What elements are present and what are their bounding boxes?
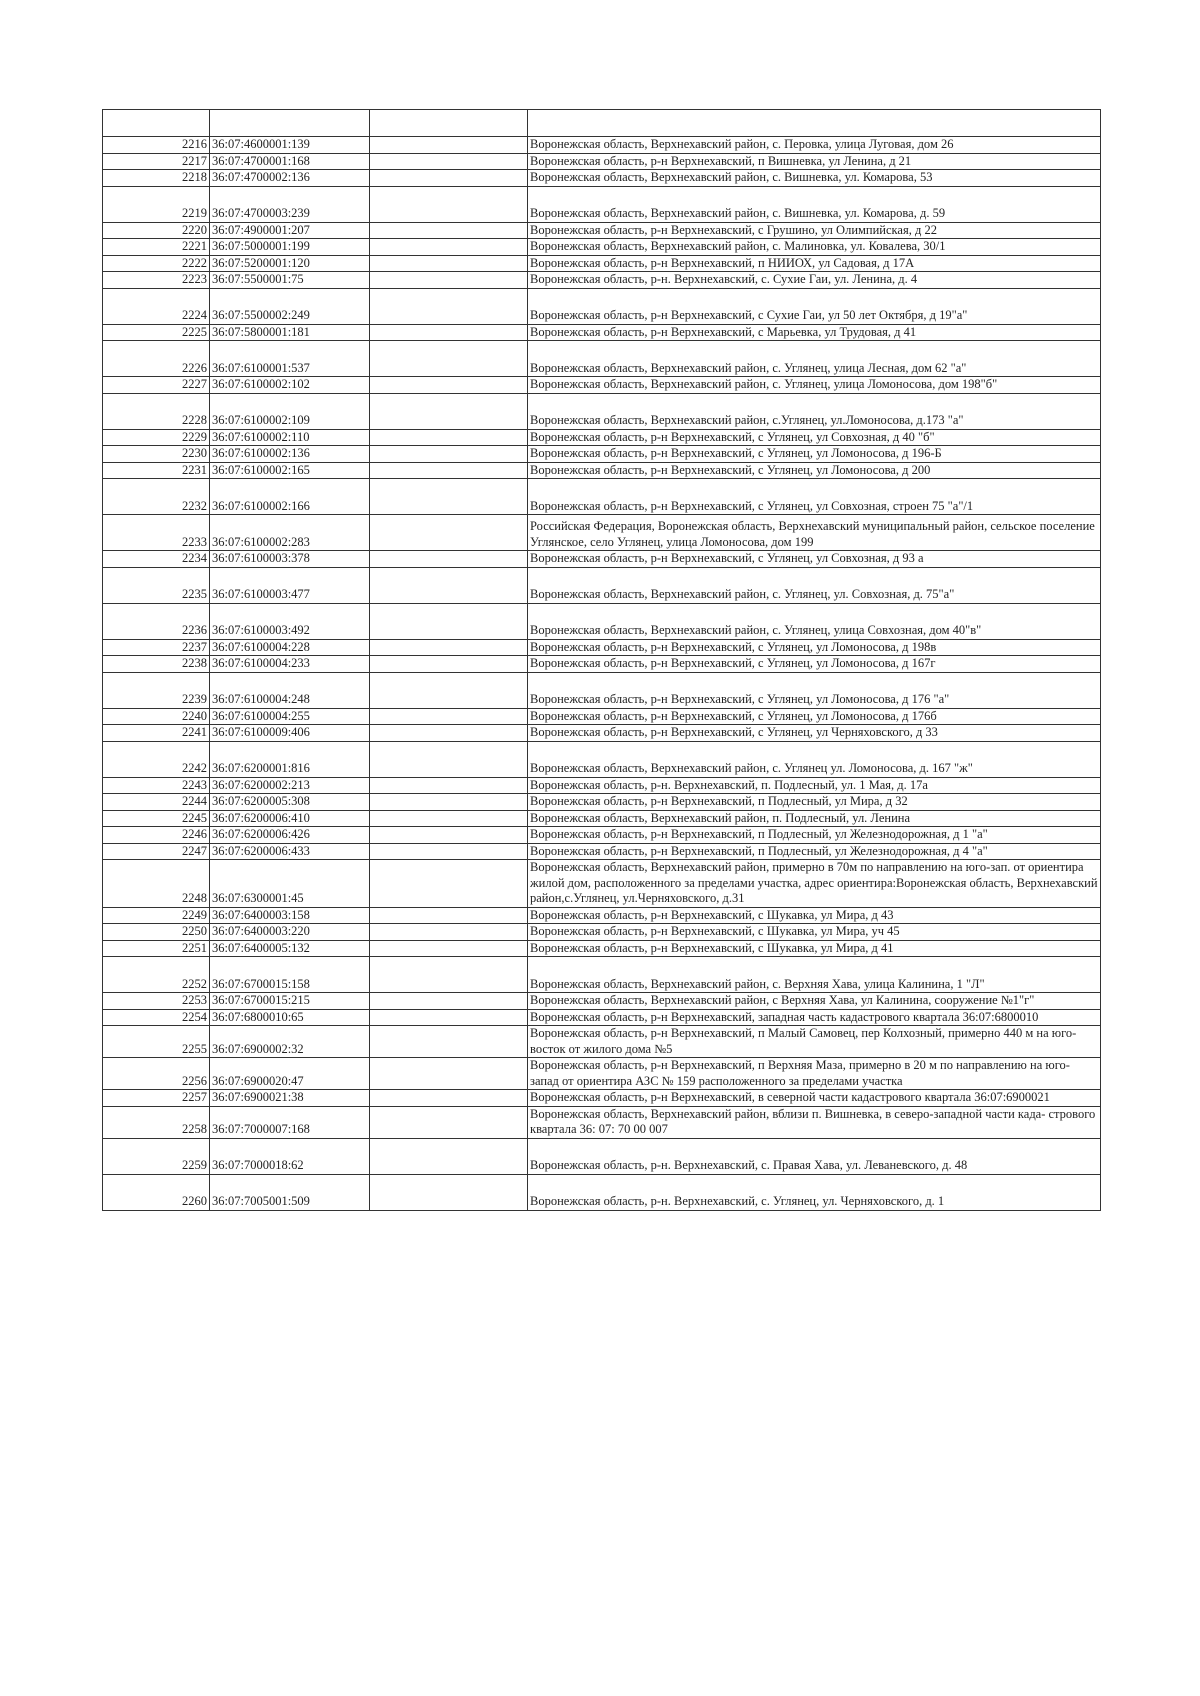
row-number: 2249 — [103, 907, 210, 924]
table-body — [103, 110, 1101, 1211]
address-cell: Воронежская область, р-н Верхнехавский, с Углянец, ул Ломоносова, д 176 "а" — [528, 672, 1101, 708]
cadastral-number: 36:07:6900020:47 — [210, 1058, 370, 1090]
row-number: 2246 — [103, 827, 210, 844]
address-cell: Воронежская область, р-н Верхнехавский, с Углянец, ул Черняховского, д 33 — [528, 725, 1101, 742]
table-row — [103, 725, 1101, 742]
address-cell: Воронежская область, р-н Верхнехавский, с Сухие Гаи, ул 50 лет Октября, д 19"а" — [528, 288, 1101, 324]
row-number: 2216 — [103, 137, 210, 154]
cadastral-number: 36:07:5500001:75 — [210, 272, 370, 289]
empty-cell — [370, 1090, 528, 1107]
cadastral-table — [102, 109, 1101, 1211]
table-row — [103, 324, 1101, 341]
row-number: 2257 — [103, 1090, 210, 1107]
empty-cell — [370, 940, 528, 957]
table-row — [103, 1138, 1101, 1174]
table-row — [103, 656, 1101, 673]
address-cell: Воронежская область, р-н Верхнехавский, п Малый Самовец, пер Колхозный, примерно 440 м на юго-восток от жилого дома №5 — [528, 1026, 1101, 1058]
cadastral-number: 36:07:6900021:38 — [210, 1090, 370, 1107]
row-number: 2223 — [103, 272, 210, 289]
empty-cell — [370, 603, 528, 639]
address-cell: Воронежская область, Верхнехавский район, с. Малиновка, ул. Ковалева, 30/1 — [528, 239, 1101, 256]
row-number: 2251 — [103, 940, 210, 957]
address-cell: Воронежская область, р-н Верхнехавский, с Углянец, ул Совхозная, д 40 "б" — [528, 429, 1101, 446]
address-cell: Воронежская область, р-н Верхнехавский, с Углянец, ул Ломоносова, д 176б — [528, 708, 1101, 725]
table-row — [103, 827, 1101, 844]
address-cell: Воронежская область, Верхнехавский район, примерно в 70м по направлению на юго-зап. от ориентира жилой дом, расположенного за пределами участка, адрес ориентира:Воронежская область, Верхнехавский район,с.Углянец, ул.Черняховского, д.31 — [528, 860, 1101, 908]
empty-cell — [370, 153, 528, 170]
table-row — [103, 1009, 1101, 1026]
empty-cell — [370, 1138, 528, 1174]
table-row — [103, 567, 1101, 603]
row-number: 2224 — [103, 288, 210, 324]
cadastral-number: 36:07:6200005:308 — [210, 794, 370, 811]
cadastral-number: 36:07:6100004:248 — [210, 672, 370, 708]
row-number: 2220 — [103, 222, 210, 239]
table-row — [103, 924, 1101, 941]
cadastral-number: 36:07:6200002:213 — [210, 777, 370, 794]
cadastral-number: 36:07:6100004:255 — [210, 708, 370, 725]
empty-cell — [370, 672, 528, 708]
cadastral-number: 36:07:6700015:158 — [210, 957, 370, 993]
row-number: 2232 — [103, 479, 210, 515]
cadastral-number: 36:07:6700015:215 — [210, 993, 370, 1010]
row-number: 2247 — [103, 843, 210, 860]
cadastral-number: 36:07:6100004:233 — [210, 656, 370, 673]
empty-cell — [370, 1174, 528, 1210]
table-row — [103, 1058, 1101, 1090]
empty-cell — [370, 777, 528, 794]
table-row — [103, 639, 1101, 656]
empty-cell — [370, 222, 528, 239]
empty-cell — [370, 288, 528, 324]
address-cell: Воронежская область, р-н. Верхнехавский, с. Углянец, ул. Черняховского, д. 1 — [528, 1174, 1101, 1210]
table-row — [103, 429, 1101, 446]
cadastral-number: 36:07:6100002:166 — [210, 479, 370, 515]
address-cell: Воронежская область, Верхнехавский район, с. Углянец, улица Совхозная, дом 40"в" — [528, 603, 1101, 639]
cadastral-number: 36:07:7000007:168 — [210, 1106, 370, 1138]
cadastral-number: 36:07:5000001:199 — [210, 239, 370, 256]
row-number: 2226 — [103, 341, 210, 377]
row-number: 2239 — [103, 672, 210, 708]
spacer-cell — [370, 110, 528, 137]
address-cell: Воронежская область, р-н Верхнехавский, с Шукавка, ул Мира, д 43 — [528, 907, 1101, 924]
row-number: 2235 — [103, 567, 210, 603]
row-number: 2250 — [103, 924, 210, 941]
address-cell: Воронежская область, р-н Верхнехавский, п Подлесный, ул Мира, д 32 — [528, 794, 1101, 811]
cadastral-number: 36:07:6800010:65 — [210, 1009, 370, 1026]
table-row — [103, 462, 1101, 479]
empty-cell — [370, 341, 528, 377]
cadastral-number: 36:07:6100002:109 — [210, 393, 370, 429]
row-number: 2227 — [103, 377, 210, 394]
cadastral-number: 36:07:6200006:426 — [210, 827, 370, 844]
address-cell: Российская Федерация, Воронежская область, Верхнехавский муниципальный район, сельское поселение Углянское, село Углянец, улица Ломоносова, дом 199 — [528, 515, 1101, 551]
cadastral-number: 36:07:6100003:492 — [210, 603, 370, 639]
table-row — [103, 377, 1101, 394]
table-row — [103, 272, 1101, 289]
empty-cell — [370, 741, 528, 777]
cadastral-number: 36:07:6200001:816 — [210, 741, 370, 777]
table-row — [103, 741, 1101, 777]
empty-cell — [370, 1026, 528, 1058]
cadastral-number: 36:07:6100002:102 — [210, 377, 370, 394]
row-number: 2260 — [103, 1174, 210, 1210]
table-row — [103, 170, 1101, 187]
address-cell: Воронежская область, Верхнехавский район, с. Углянец, ул. Совхозная, д. 75"а" — [528, 567, 1101, 603]
address-cell: Воронежская область, Верхнехавский район, п. Подлесный, ул. Ленина — [528, 810, 1101, 827]
address-cell: Воронежская область, р-н Верхнехавский, с Углянец, ул Ломоносова, д 167г — [528, 656, 1101, 673]
spacer-cell — [103, 110, 210, 137]
row-number: 2245 — [103, 810, 210, 827]
table-row — [103, 672, 1101, 708]
row-number: 2221 — [103, 239, 210, 256]
cadastral-number: 36:07:6100003:477 — [210, 567, 370, 603]
row-number: 2228 — [103, 393, 210, 429]
table-row — [103, 940, 1101, 957]
cadastral-number: 36:07:4700003:239 — [210, 186, 370, 222]
row-number: 2248 — [103, 860, 210, 908]
row-number: 2237 — [103, 639, 210, 656]
address-cell: Воронежская область, р-н Верхнехавский, с Шукавка, ул Мира, уч 45 — [528, 924, 1101, 941]
address-cell: Воронежская область, р-н Верхнехавский, с Грушино, ул Олимпийская, д 22 — [528, 222, 1101, 239]
cadastral-number: 36:07:6100004:228 — [210, 639, 370, 656]
row-number: 2243 — [103, 777, 210, 794]
row-number: 2252 — [103, 957, 210, 993]
table-row — [103, 860, 1101, 908]
cadastral-number: 36:07:4600001:139 — [210, 137, 370, 154]
cadastral-number: 36:07:4900001:207 — [210, 222, 370, 239]
table-top-spacer-row — [103, 110, 1101, 137]
address-cell: Воронежская область, р-н Верхнехавский, в северной части кадастрового квартала 36:07:6900021 — [528, 1090, 1101, 1107]
empty-cell — [370, 924, 528, 941]
empty-cell — [370, 993, 528, 1010]
table-row — [103, 255, 1101, 272]
address-cell: Воронежская область, р-н Верхнехавский, с Углянец, ул Ломоносова, д 198в — [528, 639, 1101, 656]
row-number: 2234 — [103, 551, 210, 568]
empty-cell — [370, 725, 528, 742]
empty-cell — [370, 255, 528, 272]
row-number: 2236 — [103, 603, 210, 639]
empty-cell — [370, 843, 528, 860]
empty-cell — [370, 907, 528, 924]
empty-cell — [370, 272, 528, 289]
cadastral-number: 36:07:6900002:32 — [210, 1026, 370, 1058]
table-row — [103, 957, 1101, 993]
empty-cell — [370, 957, 528, 993]
row-number: 2254 — [103, 1009, 210, 1026]
row-number: 2241 — [103, 725, 210, 742]
address-cell: Воронежская область, р-н. Верхнехавский, с. Правая Хава, ул. Леваневского, д. 48 — [528, 1138, 1101, 1174]
address-cell: Воронежская область, р-н Верхнехавский, с Углянец, ул Ломоносова, д 196-Б — [528, 446, 1101, 463]
spacer-cell — [210, 110, 370, 137]
row-number: 2231 — [103, 462, 210, 479]
table-row — [103, 341, 1101, 377]
empty-cell — [370, 810, 528, 827]
address-cell: Воронежская область, Верхнехавский район, с. Верхняя Хава, улица Калинина, 1 "Л" — [528, 957, 1101, 993]
cadastral-number: 36:07:6100002:283 — [210, 515, 370, 551]
cadastral-number: 36:07:5200001:120 — [210, 255, 370, 272]
cadastral-number: 36:07:6300001:45 — [210, 860, 370, 908]
row-number: 2229 — [103, 429, 210, 446]
cadastral-number: 36:07:6100001:537 — [210, 341, 370, 377]
table-row — [103, 186, 1101, 222]
cadastral-number: 36:07:6200006:410 — [210, 810, 370, 827]
empty-cell — [370, 1058, 528, 1090]
spacer-cell — [528, 110, 1101, 137]
empty-cell — [370, 794, 528, 811]
row-number: 2259 — [103, 1138, 210, 1174]
table-row — [103, 239, 1101, 256]
empty-cell — [370, 137, 528, 154]
address-cell: Воронежская область, р-н Верхнехавский, п Подлесный, ул Железнодорожная, д 1 "а" — [528, 827, 1101, 844]
cadastral-number: 36:07:6100003:378 — [210, 551, 370, 568]
table-row — [103, 515, 1101, 551]
table-row — [103, 603, 1101, 639]
empty-cell — [370, 429, 528, 446]
address-cell: Воронежская область, р-н. Верхнехавский, п. Подлесный, ул. 1 Мая, д. 17а — [528, 777, 1101, 794]
table-row — [103, 137, 1101, 154]
row-number: 2225 — [103, 324, 210, 341]
empty-cell — [370, 170, 528, 187]
address-cell: Воронежская область, Верхнехавский район, с. Углянец, улица Лесная, дом 62 "а" — [528, 341, 1101, 377]
table-row — [103, 153, 1101, 170]
empty-cell — [370, 1106, 528, 1138]
table-row — [103, 1026, 1101, 1058]
row-number: 2244 — [103, 794, 210, 811]
table-row — [103, 1106, 1101, 1138]
cadastral-number: 36:07:5800001:181 — [210, 324, 370, 341]
table-row — [103, 843, 1101, 860]
cadastral-number: 36:07:6100002:136 — [210, 446, 370, 463]
address-cell: Воронежская область, р-н Верхнехавский, п Верхняя Маза, примерно в 20 м по направлению на юго-запад от ориентира АЗС № 159 расположенного за пределами участка — [528, 1058, 1101, 1090]
empty-cell — [370, 708, 528, 725]
address-cell: Воронежская область, Верхнехавский район, с. Перовка, улица Луговая, дом 26 — [528, 137, 1101, 154]
table-row — [103, 794, 1101, 811]
table-row — [103, 222, 1101, 239]
row-number: 2230 — [103, 446, 210, 463]
table-row — [103, 551, 1101, 568]
cadastral-number: 36:07:6400005:132 — [210, 940, 370, 957]
empty-cell — [370, 515, 528, 551]
empty-cell — [370, 324, 528, 341]
address-cell: Воронежская область, Верхнехавский район, с Верхняя Хава, ул Калинина, сооружение №1"г" — [528, 993, 1101, 1010]
empty-cell — [370, 656, 528, 673]
address-cell: Воронежская область, р-н. Верхнехавский, с. Сухие Гаи, ул. Ленина, д. 4 — [528, 272, 1101, 289]
empty-cell — [370, 377, 528, 394]
address-cell: Воронежская область, Верхнехавский район, с. Углянец, улица Ломоносова, дом 198"б" — [528, 377, 1101, 394]
empty-cell — [370, 551, 528, 568]
table-row — [103, 777, 1101, 794]
address-cell: Воронежская область, р-н Верхнехавский, с Шукавка, ул Мира, д 41 — [528, 940, 1101, 957]
address-cell: Воронежская область, р-н Верхнехавский, п Вишневка, ул Ленина, д 21 — [528, 153, 1101, 170]
cadastral-number: 36:07:6400003:158 — [210, 907, 370, 924]
cadastral-number: 36:07:6200006:433 — [210, 843, 370, 860]
row-number: 2233 — [103, 515, 210, 551]
address-cell: Воронежская область, Верхнехавский район, с. Вишневка, ул. Комарова, 53 — [528, 170, 1101, 187]
row-number: 2217 — [103, 153, 210, 170]
address-cell: Воронежская область, Верхнехавский район, с.Углянец, ул.Ломоносова, д.173 "а" — [528, 393, 1101, 429]
table-row — [103, 708, 1101, 725]
table-row — [103, 479, 1101, 515]
empty-cell — [370, 446, 528, 463]
empty-cell — [370, 1009, 528, 1026]
address-cell: Воронежская область, р-н Верхнехавский, п НИИОХ, ул Садовая, д 17А — [528, 255, 1101, 272]
row-number: 2242 — [103, 741, 210, 777]
table-row — [103, 993, 1101, 1010]
address-cell: Воронежская область, р-н Верхнехавский, с Марьевка, ул Трудовая, д 41 — [528, 324, 1101, 341]
address-cell: Воронежская область, Верхнехавский район, с. Углянец ул. Ломоносова, д. 167 "ж" — [528, 741, 1101, 777]
table-row — [103, 446, 1101, 463]
cadastral-number: 36:07:4700002:136 — [210, 170, 370, 187]
cadastral-number: 36:07:5500002:249 — [210, 288, 370, 324]
table-row — [103, 1090, 1101, 1107]
row-number: 2219 — [103, 186, 210, 222]
table-row — [103, 393, 1101, 429]
cadastral-number: 36:07:7005001:509 — [210, 1174, 370, 1210]
cadastral-number: 36:07:6100009:406 — [210, 725, 370, 742]
row-number: 2258 — [103, 1106, 210, 1138]
address-cell: Воронежская область, Верхнехавский район, вблизи п. Вишневка, в северо-западной части када- стрового квартала 36: 07: 70 00 007 — [528, 1106, 1101, 1138]
row-number: 2222 — [103, 255, 210, 272]
cadastral-number: 36:07:6100002:110 — [210, 429, 370, 446]
row-number: 2256 — [103, 1058, 210, 1090]
empty-cell — [370, 186, 528, 222]
table-row — [103, 907, 1101, 924]
cadastral-number: 36:07:7000018:62 — [210, 1138, 370, 1174]
row-number: 2218 — [103, 170, 210, 187]
address-cell: Воронежская область, р-н Верхнехавский, п Подлесный, ул Железнодорожная, д 4 "а" — [528, 843, 1101, 860]
row-number: 2240 — [103, 708, 210, 725]
address-cell: Воронежская область, Верхнехавский район, с. Вишневка, ул. Комарова, д. 59 — [528, 186, 1101, 222]
address-cell: Воронежская область, р-н Верхнехавский, с Углянец, ул Совхозная, д 93 а — [528, 551, 1101, 568]
empty-cell — [370, 860, 528, 908]
row-number: 2255 — [103, 1026, 210, 1058]
address-cell: Воронежская область, р-н Верхнехавский, с Углянец, ул Совхозная, строен 75 "а"/1 — [528, 479, 1101, 515]
empty-cell — [370, 462, 528, 479]
empty-cell — [370, 479, 528, 515]
table-row — [103, 288, 1101, 324]
address-cell: Воронежская область, р-н Верхнехавский, западная часть кадастрового квартала 36:07:6800010 — [528, 1009, 1101, 1026]
address-cell: Воронежская область, р-н Верхнехавский, с Углянец, ул Ломоносова, д 200 — [528, 462, 1101, 479]
table-row — [103, 1174, 1101, 1210]
cadastral-number: 36:07:4700001:168 — [210, 153, 370, 170]
empty-cell — [370, 567, 528, 603]
cadastral-number: 36:07:6400003:220 — [210, 924, 370, 941]
row-number: 2238 — [103, 656, 210, 673]
empty-cell — [370, 239, 528, 256]
cadastral-number: 36:07:6100002:165 — [210, 462, 370, 479]
empty-cell — [370, 639, 528, 656]
empty-cell — [370, 393, 528, 429]
table-row — [103, 810, 1101, 827]
row-number: 2253 — [103, 993, 210, 1010]
empty-cell — [370, 827, 528, 844]
